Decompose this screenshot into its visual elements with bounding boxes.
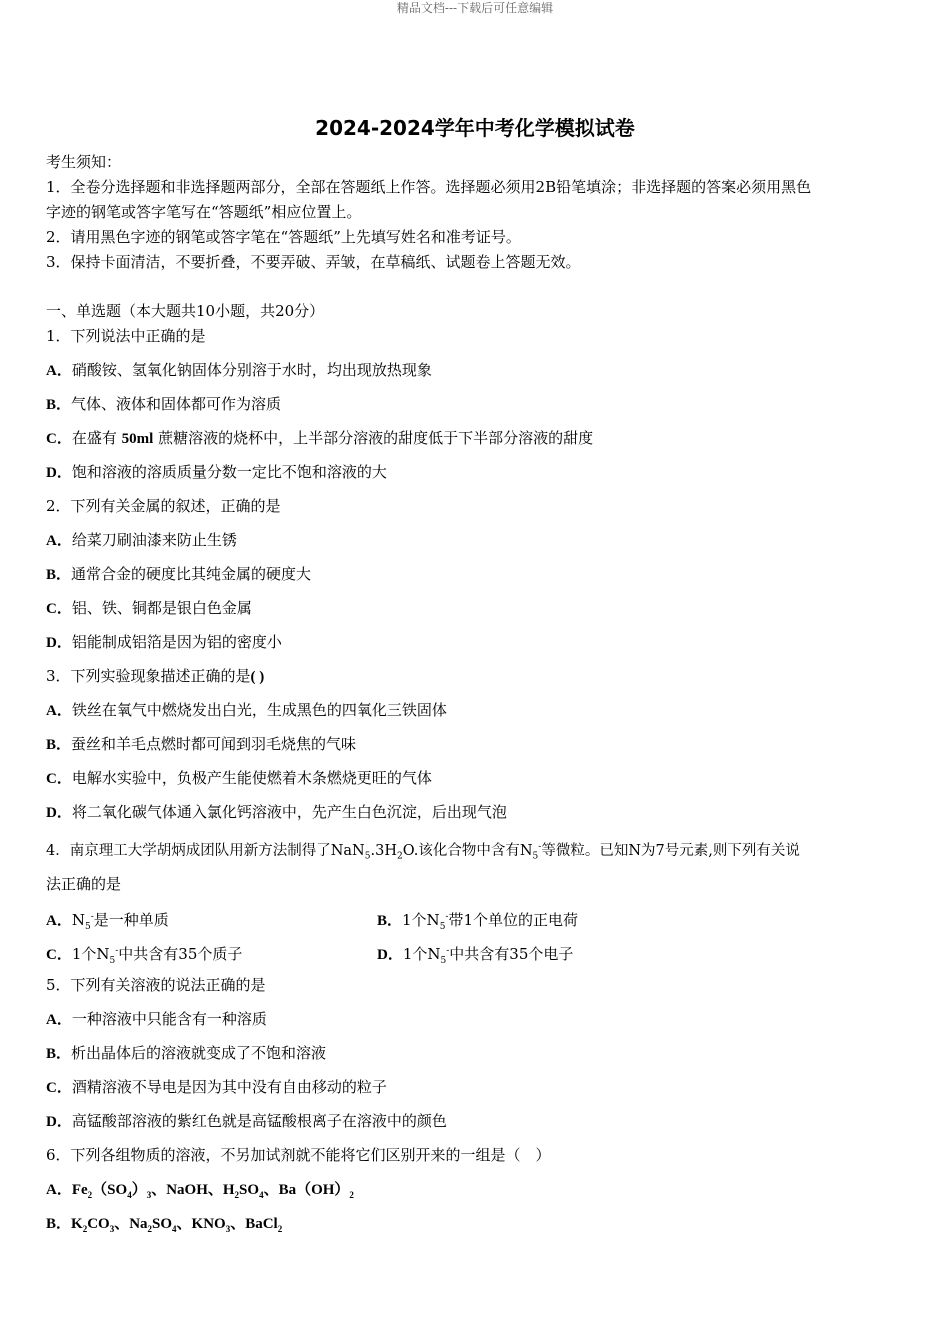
superscript: - xyxy=(446,946,450,956)
question-3-option-d xyxy=(46,802,507,823)
option-text: 气体、液体和固体都可作为溶质 xyxy=(71,395,282,413)
option-letter: A． xyxy=(46,533,72,549)
formula-part: （SO xyxy=(92,1182,128,1198)
option-letter: A． xyxy=(46,1012,72,1028)
question-4-stem xyxy=(46,837,800,867)
option-text: 1个N xyxy=(71,945,110,963)
superscript: - xyxy=(445,912,449,922)
question-3-option-a xyxy=(46,700,447,721)
option-text: 铝、铁、铜都是银白色金属 xyxy=(71,599,252,617)
subscript: 5 xyxy=(439,922,446,932)
subscript: 3 xyxy=(109,1224,115,1234)
question-6-stem: 6．下列各组物质的溶液，不另加试剂就不能将它们区别开来的一组是（ ） xyxy=(46,1146,551,1164)
stem-text: 等微粒。已知N为7号元素,则下列有关说 xyxy=(541,842,800,859)
subscript: 3 xyxy=(225,1224,231,1234)
option-text: 一种溶液中只能含有一种溶质 xyxy=(71,1010,267,1028)
subscript: 5 xyxy=(532,851,539,862)
formula-part: SO xyxy=(239,1182,260,1198)
option-letter: A． xyxy=(46,913,72,929)
answer-paren: ( ) xyxy=(250,669,265,685)
option-text-bold: 50ml xyxy=(121,431,154,447)
option-text: 通常合金的硬度比其纯金属的硬度大 xyxy=(71,565,312,583)
notice-item-3: 3．保持卡面清洁，不要折叠，不要弄破、弄皱，在草稿纸、试题卷上答题无效。 xyxy=(46,253,581,271)
question-3-option-c xyxy=(46,768,432,789)
stem-text: 4．南京理工大学胡炳成团队用新方法制得了NaN xyxy=(46,842,365,859)
page-title: 2024-2024学年中考化学模拟试卷 xyxy=(315,116,635,140)
subscript: 5 xyxy=(109,956,116,966)
question-1-option-a xyxy=(46,360,432,381)
subscript: 4 xyxy=(259,1190,264,1200)
formula-part: CO xyxy=(87,1216,110,1232)
option-text: 是一种单质 xyxy=(93,911,169,929)
option-text: 1个N xyxy=(402,911,440,929)
page-header: 精品文档---下载后可任意编辑 xyxy=(396,1,554,15)
formula-part: K xyxy=(71,1216,83,1232)
option-text: 析出晶体后的溶液就变成了不饱和溶液 xyxy=(71,1044,327,1062)
question-2-stem: 2．下列有关金属的叙述，正确的是 xyxy=(46,497,281,515)
formula-part: 、NaOH、H xyxy=(151,1182,235,1198)
stem-text: 3．下列实验现象描述正确的是 xyxy=(46,667,251,685)
notice-item-1: 1．全卷分选择题和非选择题两部分，全部在答题纸上作答。选择题必须用2B铅笔填涂；非选择题的答案必须用黑色 xyxy=(46,178,812,196)
formula-part: 、Ba（OH） xyxy=(263,1182,350,1198)
option-text: 中共含有35个电子 xyxy=(449,945,574,963)
option-letter: D． xyxy=(46,1114,72,1130)
option-text: 硝酸铵、氢氧化钠固体分别溶于水时，均出现放热现象 xyxy=(71,361,432,379)
subscript: 2 xyxy=(147,1224,153,1234)
option-letter: B． xyxy=(46,567,72,583)
option-letter: B． xyxy=(377,913,403,929)
question-1-option-c xyxy=(46,428,593,449)
formula-part: 、Na xyxy=(114,1216,148,1232)
option-text: 中共含有35个质子 xyxy=(118,945,243,963)
option-letter: C． xyxy=(46,1080,72,1096)
question-1-option-d xyxy=(46,462,387,483)
subscript: 2 xyxy=(234,1190,240,1200)
option-letter: D． xyxy=(46,805,72,821)
notice-heading: 考生须知： xyxy=(46,153,122,171)
formula-part: Fe xyxy=(71,1182,88,1198)
question-4-option-b xyxy=(377,907,578,937)
formula-part: 、BaCl xyxy=(230,1216,278,1232)
option-letter: A． xyxy=(46,703,72,719)
subscript: 4 xyxy=(127,1190,132,1200)
question-6-option-a xyxy=(46,1180,354,1205)
formula-part: 、KNO xyxy=(176,1216,226,1232)
option-letter: C． xyxy=(46,771,72,787)
option-letter: D． xyxy=(46,465,72,481)
stem-text: .3H xyxy=(370,842,397,859)
option-text: 高锰酸部溶液的紫红色就是高锰酸根离子在溶液中的颜色 xyxy=(71,1112,447,1130)
question-2-option-c xyxy=(46,598,252,619)
option-letter: C． xyxy=(46,947,72,963)
option-letter: C． xyxy=(46,431,72,447)
subscript: 2 xyxy=(82,1224,88,1234)
question-5-stem: 5．下列有关溶液的说法正确的是 xyxy=(46,976,266,994)
option-text: 酒精溶液不导电是因为其中没有自由移动的粒子 xyxy=(71,1078,387,1096)
subscript: 2 xyxy=(349,1190,354,1200)
question-4-option-d xyxy=(377,941,573,971)
question-4-option-a xyxy=(46,907,169,937)
option-letter: C． xyxy=(46,601,72,617)
question-5-option-c xyxy=(46,1077,387,1098)
option-text: 给菜刀刷油漆来防止生锈 xyxy=(71,531,237,549)
option-letter: B． xyxy=(46,1216,72,1232)
option-text: 饱和溶液的溶质质量分数一定比不饱和溶液的大 xyxy=(71,463,387,481)
option-letter: A． xyxy=(46,1182,72,1198)
subscript: 2 xyxy=(277,1224,283,1234)
question-2-option-d xyxy=(46,632,282,653)
question-4-stem-cont: 法正确的是 xyxy=(46,875,122,893)
option-text: 1个N xyxy=(402,945,441,963)
option-text: 铁丝在氧气中燃烧发出白光，生成黑色的四氧化三铁固体 xyxy=(71,701,447,719)
subscript: 4 xyxy=(172,1224,177,1234)
question-2-option-b xyxy=(46,564,311,585)
superscript: - xyxy=(90,912,94,922)
formula-part: SO xyxy=(152,1216,173,1232)
option-text: 蚕丝和羊毛点燃时都可闻到羽毛烧焦的气味 xyxy=(71,735,357,753)
subscript: 2 xyxy=(87,1190,93,1200)
subscript: 5 xyxy=(84,922,91,932)
option-text: N xyxy=(71,911,85,929)
question-1-option-b xyxy=(46,394,281,415)
notice-item-1-cont: 字迹的钢笔或答字笔写在“答题纸”相应位置上。 xyxy=(46,203,362,221)
option-text: 铝能制成铝箔是因为铝的密度小 xyxy=(71,633,282,651)
option-text: 将二氧化碳气体通入氯化钙溶液中，先产生白色沉淀，后出现气泡 xyxy=(71,803,507,821)
option-text: 在盛有 xyxy=(71,429,117,447)
subscript: 2 xyxy=(396,851,403,862)
option-letter: B． xyxy=(46,397,72,413)
section-heading: 一、单选题（本大题共10小题，共20分） xyxy=(46,302,325,320)
question-1-stem: 1．下列说法中正确的是 xyxy=(46,327,206,345)
question-4-option-c xyxy=(46,941,242,971)
question-6-option-b xyxy=(46,1214,282,1239)
question-3-option-b xyxy=(46,734,356,755)
question-3-stem xyxy=(46,666,264,687)
option-letter: B． xyxy=(46,1046,72,1062)
subscript: 5 xyxy=(440,956,447,966)
option-letter: B． xyxy=(46,737,72,753)
superscript: - xyxy=(538,842,542,852)
option-text: 蔗糖溶液的烧杯中，上半部分溶液的甜度低于下半部分溶液的甜度 xyxy=(158,429,594,447)
option-text: 带1个单位的正电荷 xyxy=(448,911,579,929)
formula-part: ） xyxy=(131,1182,147,1198)
question-5-option-d xyxy=(46,1111,447,1132)
subscript: 3 xyxy=(146,1190,152,1200)
question-5-option-a xyxy=(46,1009,267,1030)
notice-item-2: 2．请用黑色字迹的钢笔或答字笔在“答题纸”上先填写姓名和准考证号。 xyxy=(46,228,521,246)
subscript: 5 xyxy=(364,851,371,862)
question-2-option-a xyxy=(46,530,237,551)
question-5-option-b xyxy=(46,1043,326,1064)
superscript: - xyxy=(115,946,119,956)
option-letter: A． xyxy=(46,363,72,379)
stem-text: O.该化合物中含有N xyxy=(402,842,533,859)
option-letter: D． xyxy=(46,635,72,651)
option-text: 电解水实验中，负极产生能使燃着木条燃烧更旺的气体 xyxy=(71,769,432,787)
option-letter: D． xyxy=(377,947,403,963)
